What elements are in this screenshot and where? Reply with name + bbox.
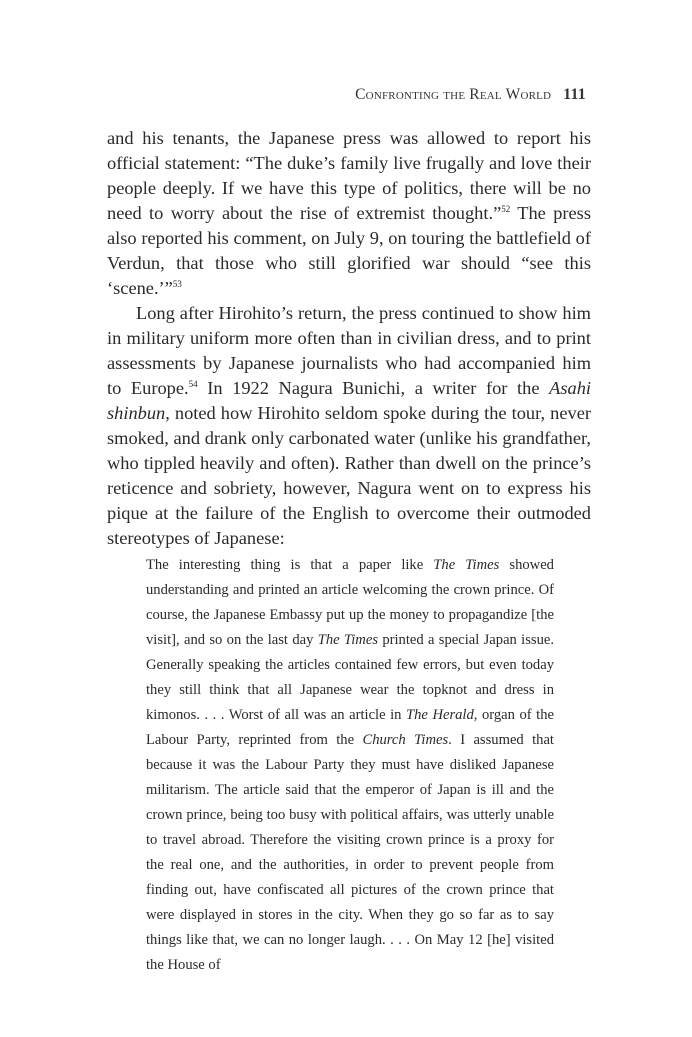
body-text [107,126,591,551]
paragraph-2-text-a: Long after Hirohito’s return, the press continued to show him in military uniform more often than in civilian dress, and to print assessments by Japanese journalists who had accompanied him to Europe. [107,303,591,398]
newspaper-title-church-times: Church Times [362,732,449,748]
paragraph-1-text-b: The press also reported his comment, on July 9, on touring the battlefield of Verdun, that those who still glorified war should “see this ‘scene.’” [107,203,591,298]
quote-text-c: printed a special Japan issue. Generally speaking the articles contained few errors, but even today they still think that all Japanese wear the topknot and dress in kimonos. . . . Worst of all was an article in [146,632,555,723]
paragraph-2 [107,301,591,551]
newspaper-title-times-1: The Times [433,557,500,573]
paragraph-2-text-c: , noted how Hirohito seldom spoke during the tour, never smoked, and drank only carbonated water (unlike his grandfather, who tippled heavily and often). Rather than dwell on the prince’s reticence and sobriety, however, Nagura went on to express his pique at the failure of the English to overcome their outmoded stereotypes of Japanese: [107,403,591,548]
block-quote-paragraph [146,553,554,978]
newspaper-title-herald: The Herald [406,707,474,723]
footnote-ref-54: 54 [188,379,198,389]
quote-text-b: showed understanding and printed an article welcoming the crown prince. Of course, the Japanese Embassy put up the money to propagandize [the visit], and so on the last day [146,557,554,648]
paragraph-1 [107,126,591,301]
footnote-ref-53: 53 [172,279,182,289]
running-title: Confronting the Real World [355,86,552,103]
newspaper-title-times-2: The Times [317,632,378,648]
block-quote [146,553,554,978]
paragraph-2-text-b: In 1922 Nagura Bunichi, a writer for the [197,378,550,398]
quote-text-d: , organ of the Labour Party, reprinted from the [146,707,554,748]
quote-text-e: . I assumed that because it was the Labour Party they must have disliked Japanese militarism. The article said that the emperor of Japan is ill and the crown prince, being too busy with political affairs, was utterly unable to travel abroad. Therefore the visiting crown prince is a proxy for the real one, and the authorities, in order to prevent people from finding out, have confiscated all pictures of the crown prince that were displayed in stores in the city. When they go so far as to say things like that, we can no longer laugh. . . . On May 12 [he] visited the House of [146,732,554,973]
running-header [106,86,586,104]
newspaper-title-asahi: Asahi shinbun [107,378,592,423]
page-number: 111 [563,86,586,103]
paragraph-1-text-a: and his tenants, the Japanese press was allowed to report his official statement: “The duke’s family live frugally and love their people deeply. If we have this type of politics, there will be no need to worry about the rise of extremist thought.” [107,128,591,223]
quote-text-a: The interesting thing is that a paper like [146,557,434,573]
footnote-ref-52: 52 [501,204,511,214]
